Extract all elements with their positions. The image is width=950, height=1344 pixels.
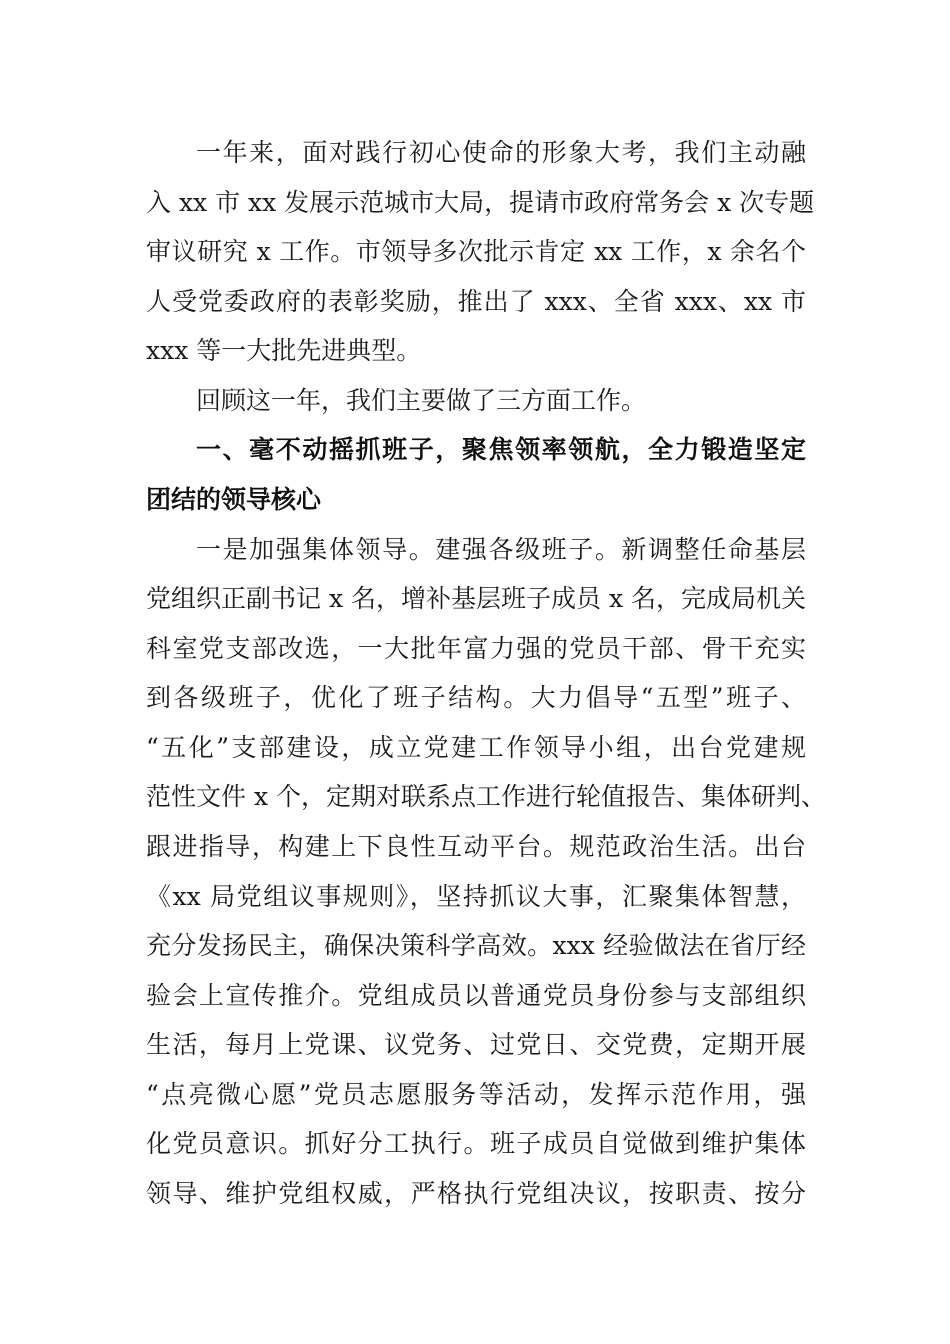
paragraph-3-line-11: 生活，每月上党课、议党务、过党日、交党费，定期开展 (146, 1030, 806, 1059)
paragraph-3-line-4: 到各级班子，优化了班子结构。大力倡导“五型”班子、 (146, 683, 806, 712)
paragraph-1-line-3: 审议研究 x 工作。市领导多次批示肯定 xx 工作，x 余名个 (146, 237, 806, 266)
paragraph-3-line-6: 范性文件 x 个，定期对联系点工作进行轮值报告、集体研判、 (146, 782, 826, 811)
paragraph-1-line-1: 一年来，面对践行初心使命的形象大考，我们主动融 (196, 138, 806, 167)
paragraph-3-line-14: 领导、维护党组权威，严格执行党组决议，按职责、按分 (146, 1179, 806, 1208)
paragraph-3-line-1: 一是加强集体领导。建强各级班子。新调整任命基层 (196, 535, 806, 564)
paragraph-3-line-13: 化党员意识。抓好分工执行。班子成员自觉做到维护集体 (146, 1129, 806, 1158)
section-heading-line-1: 一、毫不动摇抓班子，聚焦领率领航，全力锻造坚定 (196, 435, 806, 464)
paragraph-3-line-3: 科室党支部改选，一大批年富力强的党员干部、骨干充实 (146, 634, 806, 663)
paragraph-1-line-5: xxx 等一大批先进典型。 (146, 336, 422, 365)
paragraph-3-line-12: “点亮微心愿”党员志愿服务等活动，发挥示范作用，强 (146, 1080, 806, 1109)
paragraph-3-line-5: “五化”支部建设，成立党建工作领导小组，出台党建规 (146, 733, 806, 762)
paragraph-3-line-9: 充分发扬民主，确保决策科学高效。xxx 经验做法在省厅经 (146, 931, 806, 960)
paragraph-1-line-2: 入 xx 市 xx 发展示范城市大局，提请市政府常务会 x 次专题 (146, 188, 815, 217)
paragraph-3-line-2: 党组织正副书记 x 名，增补基层班子成员 x 名，完成局机关 (146, 584, 806, 613)
paragraph-3-line-7: 跟进指导，构建上下良性互动平台。规范政治生活。出台 (146, 832, 806, 861)
section-heading-line-2: 团结的领导核心 (146, 485, 322, 514)
paragraph-3-line-10: 验会上宣传推介。党组成员以普通党员身份参与支部组织 (146, 981, 806, 1010)
paragraph-1-line-4: 人受党委政府的表彰奖励，推出了 xxx、全省 xxx、xx 市 (146, 287, 806, 316)
paragraph-2-line-1: 回顾这一年，我们主要做了三方面工作。 (196, 386, 647, 415)
paragraph-3-line-8: 《xx 局党组议事规则》，坚持抓议大事，汇聚集体智慧， (146, 882, 806, 911)
